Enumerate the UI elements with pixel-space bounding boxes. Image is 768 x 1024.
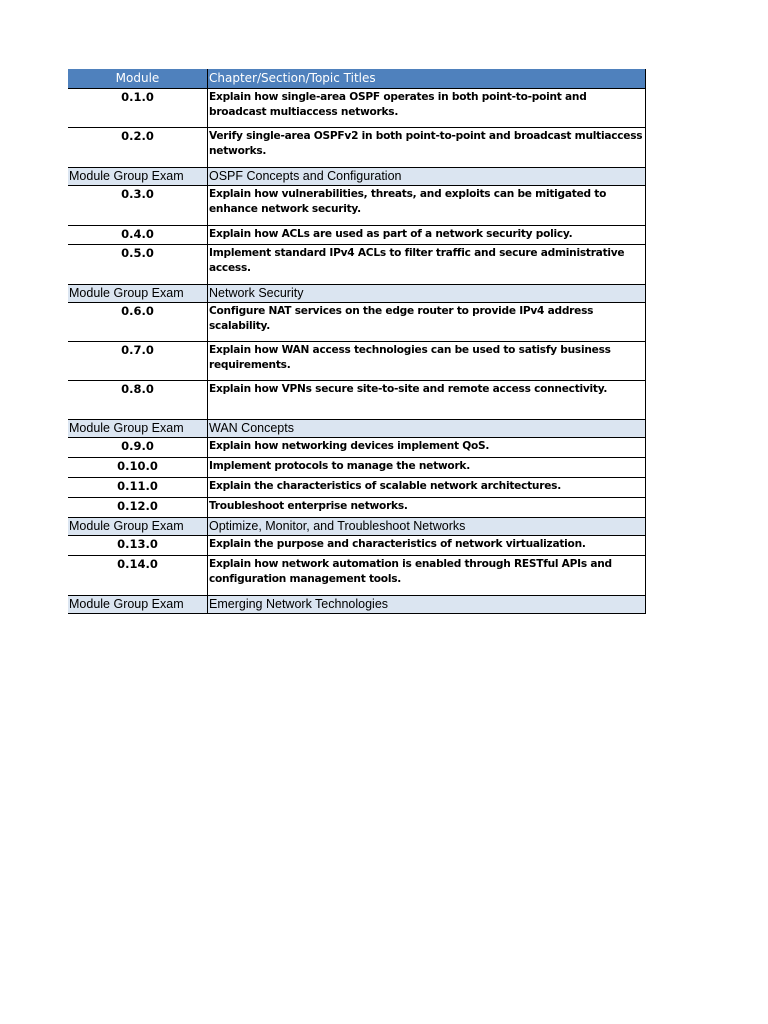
table-row: [68, 303, 646, 342]
exam-label: Module Group Exam: [68, 518, 208, 535]
topic-title: Troubleshoot enterprise networks.: [208, 498, 646, 517]
table-row: [68, 498, 646, 518]
exam-title: Optimize, Monitor, and Troubleshoot Networks: [208, 518, 646, 535]
module-number: 0.10.0: [68, 458, 208, 477]
topic-title: Explain how vulnerabilities, threats, and exploits can be mitigated to enhance network security.: [208, 186, 646, 225]
exam-title: Network Security: [208, 285, 646, 302]
module-number: 0.12.0: [68, 498, 208, 517]
exam-label: Module Group Exam: [68, 420, 208, 437]
exam-title: Emerging Network Technologies: [208, 596, 646, 613]
exam-label: Module Group Exam: [68, 596, 208, 613]
topic-title: Configure NAT services on the edge router to provide IPv4 address scalability.: [208, 303, 646, 341]
topic-title: Implement standard IPv4 ACLs to filter traffic and secure administrative access.: [208, 245, 646, 284]
exam-row: [68, 518, 646, 536]
topic-title: Verify single-area OSPFv2 in both point-to-point and broadcast multiaccess networks.: [208, 128, 646, 167]
table-row: [68, 245, 646, 285]
module-number: 0.1.0: [68, 89, 208, 127]
table-row: [68, 89, 646, 128]
exam-row: [68, 168, 646, 186]
module-number: 0.13.0: [68, 536, 208, 555]
module-number: 0.8.0: [68, 381, 208, 419]
table-row: [68, 556, 646, 596]
topic-title: Implement protocols to manage the network.: [208, 458, 646, 477]
module-number: 0.11.0: [68, 478, 208, 497]
module-number: 0.7.0: [68, 342, 208, 380]
table-row: [68, 438, 646, 458]
table-row: [68, 536, 646, 556]
exam-label: Module Group Exam: [68, 168, 208, 185]
topic-title: Explain the characteristics of scalable network architectures.: [208, 478, 646, 497]
exam-row: [68, 420, 646, 438]
topic-title: Explain how networking devices implement QoS.: [208, 438, 646, 457]
table-header-row: [68, 69, 646, 89]
table-row: [68, 226, 646, 245]
table-row: [68, 342, 646, 381]
exam-label: Module Group Exam: [68, 285, 208, 302]
table-row: [68, 381, 646, 420]
module-number: 0.14.0: [68, 556, 208, 595]
exam-row: [68, 285, 646, 303]
module-table: [68, 69, 646, 614]
table-row: [68, 478, 646, 498]
module-number: 0.9.0: [68, 438, 208, 457]
topic-title: Explain the purpose and characteristics of network virtualization.: [208, 536, 646, 555]
exam-title: OSPF Concepts and Configuration: [208, 168, 646, 185]
table-row: [68, 458, 646, 478]
exam-row: [68, 596, 646, 614]
table-row: [68, 128, 646, 168]
topic-title: Explain how network automation is enabled through RESTful APIs and configuration management tools.: [208, 556, 646, 595]
topic-title: Explain how VPNs secure site-to-site and remote access connectivity.: [208, 381, 646, 419]
module-number: 0.6.0: [68, 303, 208, 341]
topic-title: Explain how WAN access technologies can be used to satisfy business requirements.: [208, 342, 646, 380]
module-number: 0.5.0: [68, 245, 208, 284]
topic-title: Explain how ACLs are used as part of a network security policy.: [208, 226, 646, 244]
header-module: Module: [68, 69, 208, 88]
topic-title: Explain how single-area OSPF operates in both point-to-point and broadcast multiaccess networks.: [208, 89, 646, 127]
module-number: 0.3.0: [68, 186, 208, 225]
module-number: 0.2.0: [68, 128, 208, 167]
header-title: Chapter/Section/Topic Titles: [208, 69, 646, 88]
table-row: [68, 186, 646, 226]
exam-title: WAN Concepts: [208, 420, 646, 437]
module-number: 0.4.0: [68, 226, 208, 244]
